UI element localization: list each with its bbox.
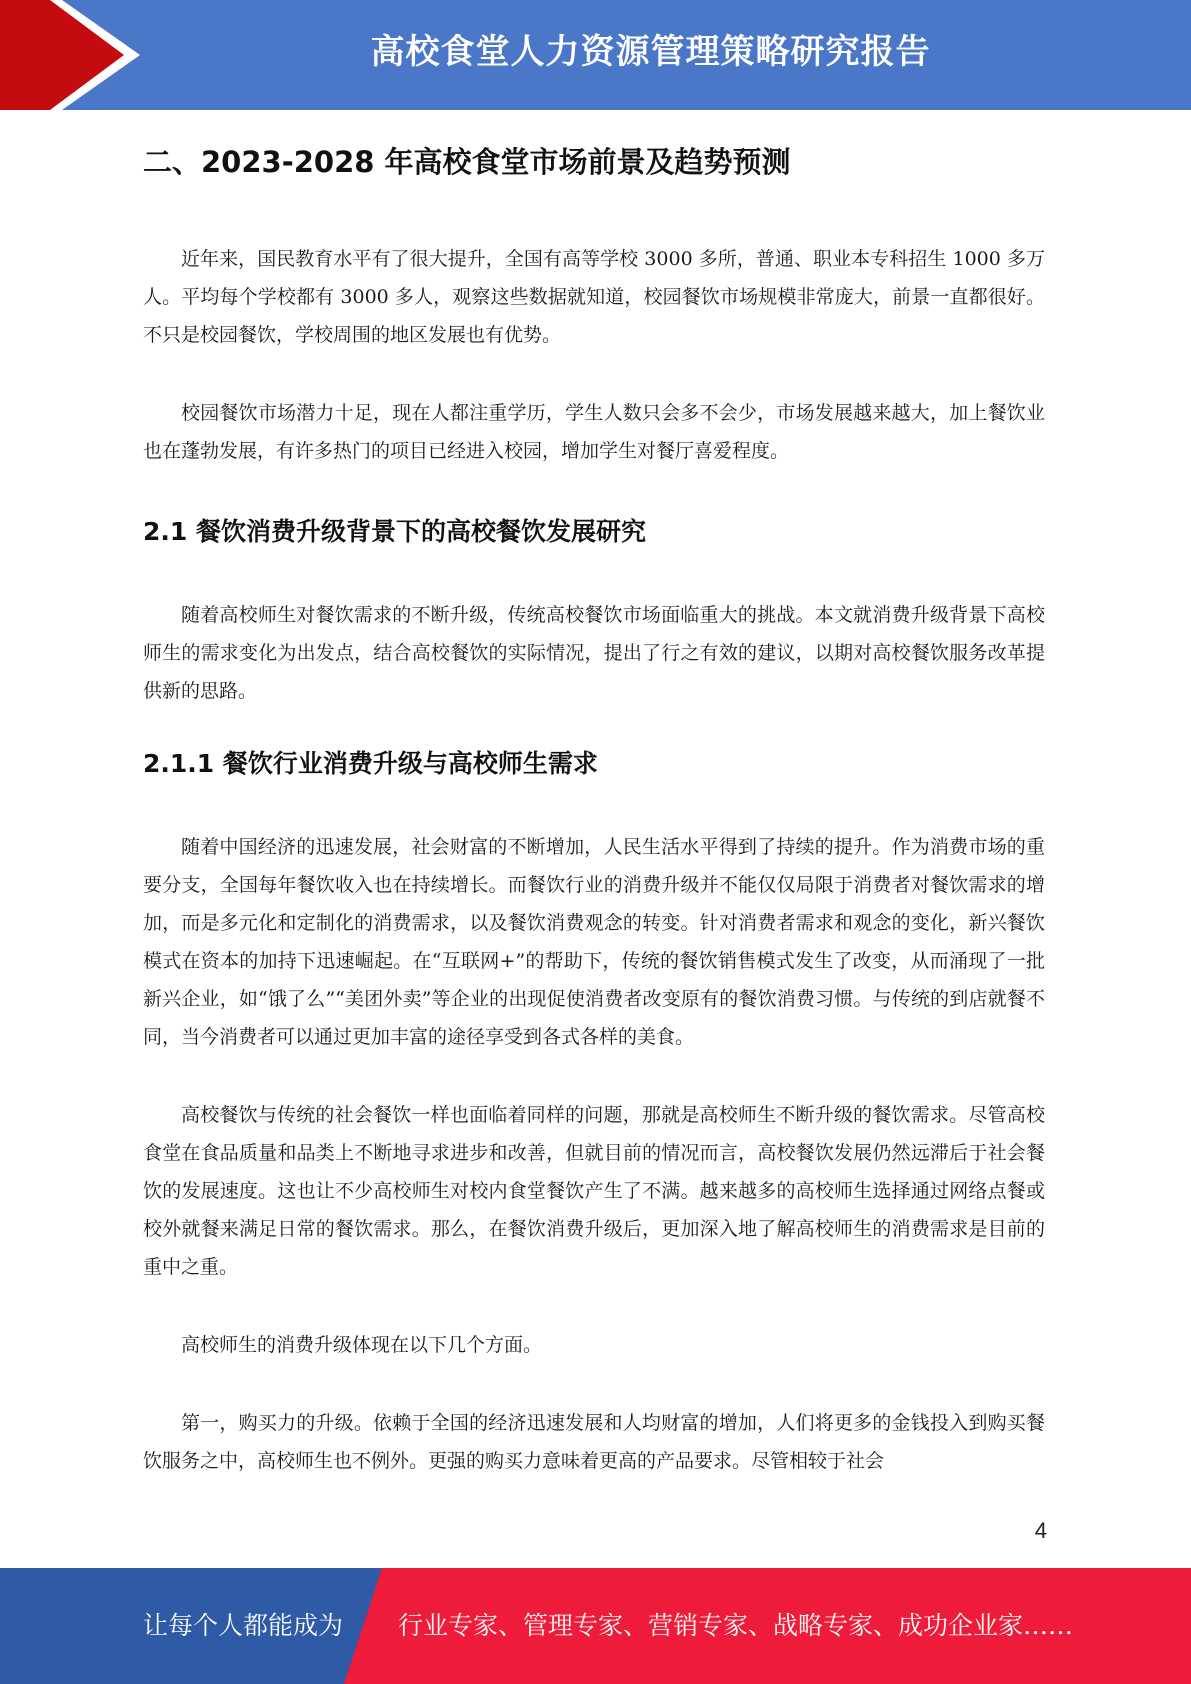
footer-banner bbox=[0, 1568, 1191, 1684]
footer-slogan-left: 让每个人都能成为 bbox=[143, 1611, 344, 1640]
footer-slogan-right: 行业专家、管理专家、营销专家、战略专家、成功企业家…… bbox=[398, 1611, 1074, 1640]
paragraph: 随着中国经济的迅速发展，社会财富的不断增加，人民生活水平得到了持续的提升。作为消费市场的重要分支，全国每年餐饮收入也在持续增长。而餐饮行业的消费升级并不能仅仅局限于消费者对餐饮需求的增加，而是多元化和定制化的消费需求，以及餐饮消费观念的转变。针对消费者需求和观念的变化，新兴餐饮模式在资本的加持下迅速崛起。在“互联网+”的帮助下，传统的餐饮销售模式发生了改变，从而涌现了一批新兴企业，如“饿了么”“美团外卖”等企业的出现促使消费者改变原有的餐饮消费习惯。与传统的到店就餐不同，当今消费者可以通过更加丰富的途径享受到各式各样的美食。 bbox=[143, 836, 1045, 1048]
page-number: 4 bbox=[1034, 1518, 1047, 1543]
section-heading: 二、2023-2028 年高校食堂市场前景及趋势预测 bbox=[143, 145, 791, 179]
subsection-heading: 2.1 餐饮消费升级背景下的高校餐饮发展研究 bbox=[143, 517, 646, 546]
paragraph: 校园餐饮市场潜力十足，现在人都注重学历，学生人数只会多不会少，市场发展越来越大，加上餐饮业也在蓬勃发展，有许多热门的项目已经进入校园，增加学生对餐厅喜爱程度。 bbox=[143, 402, 1045, 462]
paragraph: 近年来，国民教育水平有了很大提升，全国有高等学校 3000 多所，普通、职业本专科招生 1000 多万人。平均每个学校都有 3000 多人，观察这些数据就知道，校园餐饮市场规模非常庞大，前景一直都很好。不只是校园餐饮，学校周围的地区发展也有优势。 bbox=[143, 248, 1045, 346]
paragraph: 第一，购买力的升级。依赖于全国的经济迅速发展和人均财富的增加，人们将更多的金钱投入到购买餐饮服务之中，高校师生也不例外。更强的购买力意味着更高的产品要求。尽管相较于社会 bbox=[143, 1412, 1045, 1472]
document-title: 高校食堂人力资源管理策略研究报告 bbox=[370, 32, 931, 72]
paragraph: 高校餐饮与传统的社会餐饮一样也面临着同样的问题，那就是高校师生不断升级的餐饮需求。尽管高校食堂在食品质量和品类上不断地寻求进步和改善，但就目前的情况而言，高校餐饮发展仍然远滞后于社会餐饮的发展速度。这也让不少高校师生对校内食堂餐饮产生了不满。越来越多的高校师生选择通过网络点餐或校外就餐来满足日常的餐饮需求。那么，在餐饮消费升级后，更加深入地了解高校师生的消费需求是目前的重中之重。 bbox=[143, 1104, 1045, 1278]
paragraph: 高校师生的消费升级体现在以下几个方面。 bbox=[181, 1334, 543, 1356]
page-content bbox=[143, 130, 1045, 1520]
paragraph: 随着高校师生对餐饮需求的不断升级，传统高校餐饮市场面临重大的挑战。本文就消费升级背景下高校师生的需求变化为出发点，结合高校餐饮的实际情况，提出了行之有效的建议，以期对高校餐饮服务改革提供新的思路。 bbox=[143, 604, 1045, 702]
header-arrow-decoration bbox=[0, 0, 160, 110]
subsubsection-heading: 2.1.1 餐饮行业消费升级与高校师生需求 bbox=[143, 749, 598, 778]
header-banner bbox=[0, 0, 1191, 110]
